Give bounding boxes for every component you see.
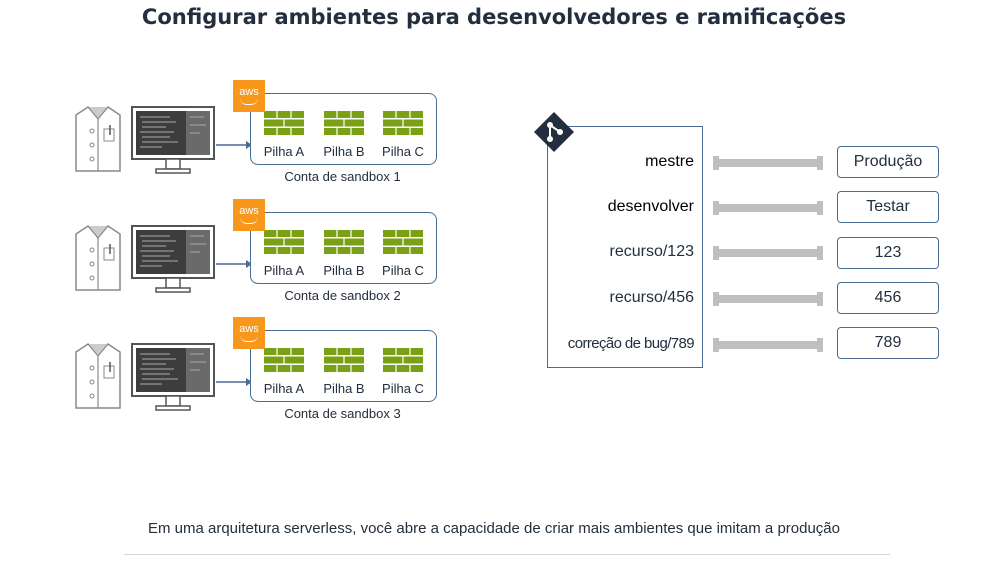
developer-shirt-icon (70, 105, 126, 173)
branch-master: mestre (645, 153, 694, 170)
developer-shirt-icon (70, 342, 126, 410)
branch-develop: desenvolver (607, 198, 694, 215)
stack-bricks-icon (382, 347, 424, 373)
stack-label: Pilha C (382, 144, 424, 159)
pipeline-connector (713, 246, 823, 260)
stack-bricks-icon (323, 347, 365, 373)
stack-c (378, 110, 428, 159)
pipeline-connector (713, 292, 823, 306)
env-production: Produção (837, 146, 939, 178)
sandbox-label: Conta de sandbox 3 (284, 406, 401, 421)
stack-c (378, 347, 428, 396)
pipeline-connector (713, 201, 823, 215)
diagram-caption: Em uma arquitetura serverless, você abre a capacidade de criar mais ambientes que imitam a produção (147, 520, 840, 537)
stack-b (319, 110, 369, 159)
aws-logo-icon: aws (233, 199, 265, 231)
env-test: Testar (837, 191, 939, 223)
stack-label: Pilha A (263, 381, 305, 396)
branch-bugfix-789: correção de bug/789 (567, 335, 694, 352)
stack-label: Pilha A (263, 263, 305, 278)
stack-a (259, 229, 309, 278)
monitor-icon (130, 105, 216, 177)
git-logo-icon (532, 110, 576, 154)
stack-label: Pilha B (323, 144, 365, 159)
sandbox-label: Conta de sandbox 2 (284, 288, 401, 303)
divider (124, 554, 890, 555)
stack-label: Pilha A (263, 144, 305, 159)
env-123: 123 (837, 237, 939, 269)
developer-shirt-icon (70, 224, 126, 292)
stack-bricks-icon (382, 229, 424, 255)
stack-bricks-icon (263, 229, 305, 255)
aws-logo-icon: aws (233, 80, 265, 112)
stack-b (319, 229, 369, 278)
aws-logo-icon: aws (233, 317, 265, 349)
stack-a (259, 347, 309, 396)
stack-bricks-icon (323, 229, 365, 255)
pipeline-connector (713, 338, 823, 352)
monitor-icon (130, 342, 216, 414)
env-456: 456 (837, 282, 939, 314)
sandbox-account-box (250, 212, 437, 284)
stack-bricks-icon (323, 110, 365, 136)
sandbox-row-3 (70, 323, 470, 482)
stack-bricks-icon (263, 110, 305, 136)
pipeline-connector (713, 156, 823, 170)
sandbox-account-box (250, 93, 437, 165)
stack-b (319, 347, 369, 396)
stack-label: Pilha C (382, 263, 424, 278)
stack-bricks-icon (382, 110, 424, 136)
branch-feature-456: recurso/456 (609, 289, 694, 306)
stack-label: Pilha B (323, 381, 365, 396)
diagram-title: Configurar ambientes para desenvolvedores e ramificações (141, 5, 847, 29)
arrow-icon (216, 260, 252, 268)
arrow-icon (216, 141, 252, 149)
stack-label: Pilha B (323, 263, 365, 278)
sandbox-account-box (250, 330, 437, 402)
sandbox-label: Conta de sandbox 1 (284, 169, 401, 184)
stack-a (259, 110, 309, 159)
arrow-icon (216, 378, 252, 386)
stack-c (378, 229, 428, 278)
monitor-icon (130, 224, 216, 296)
branch-feature-123: recurso/123 (609, 243, 694, 260)
stack-label: Pilha C (382, 381, 424, 396)
stack-bricks-icon (263, 347, 305, 373)
env-789: 789 (837, 327, 939, 359)
